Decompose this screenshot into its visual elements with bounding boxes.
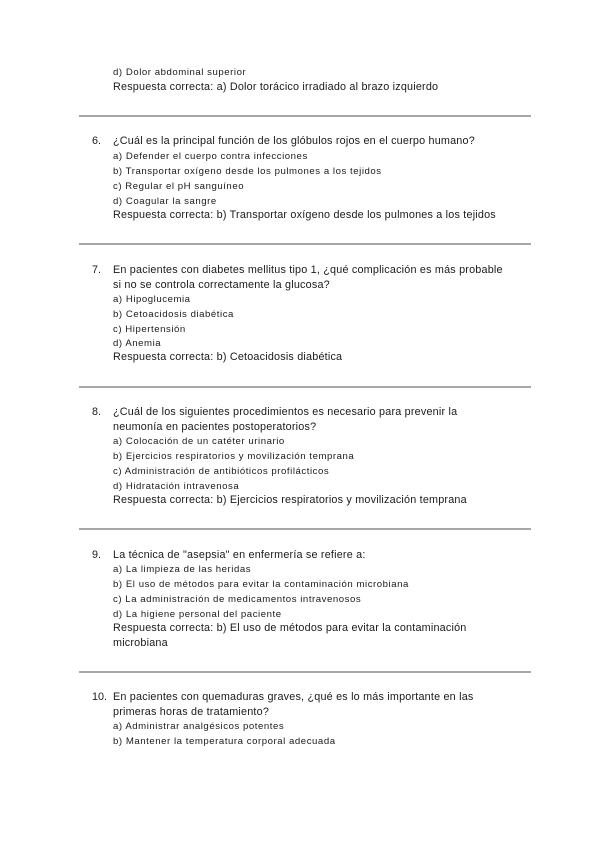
question-text: ¿Cuál es la principal función de los glóbulos rojos en el cuerpo humano?	[113, 135, 475, 147]
option-d: d) La higiene personal del paciente	[113, 609, 282, 620]
option-d: d) Hidratación intravenosa	[113, 481, 240, 492]
option-b: b) El uso de métodos para evitar la contaminación microbiana	[113, 579, 409, 590]
option-b: b) Ejercicios respiratorios y movilización temprana	[113, 451, 355, 462]
option-c: c) La administración de medicamentos intravenosos	[113, 594, 362, 605]
divider	[79, 386, 531, 388]
option-a: a) Hipoglucemia	[113, 294, 191, 305]
divider	[79, 115, 531, 117]
question-text-continued: si no se controla correctamente la glucosa?	[113, 279, 330, 291]
option-c: c) Regular el pH sanguíneo	[113, 181, 245, 192]
option-d: d) Dolor abdominal superior	[113, 67, 247, 78]
question-text-continued: neumonía en pacientes postoperatorios?	[113, 421, 317, 433]
correct-answer: Respuesta correcta: b) El uso de métodos para evitar la contaminación	[113, 622, 467, 634]
divider	[79, 528, 531, 530]
question-number: 8.	[92, 406, 102, 418]
question-text-continued: primeras horas de tratamiento?	[113, 706, 270, 718]
correct-answer: Respuesta correcta: b) Transportar oxígeno desde los pulmones a los tejidos	[113, 209, 496, 221]
option-d: d) Coagular la sangre	[113, 196, 217, 207]
option-b: b) Cetoacidosis diabética	[113, 309, 234, 320]
option-b: b) Mantener la temperatura corporal adecuada	[113, 736, 336, 747]
question-text: En pacientes con diabetes mellitus tipo 1, ¿qué complicación es más probable	[113, 264, 503, 276]
correct-answer: Respuesta correcta: a) Dolor torácico irradiado al brazo izquierdo	[113, 81, 439, 93]
option-c: c) Hipertensión	[113, 324, 186, 335]
correct-answer-continued: microbiana	[113, 637, 168, 649]
option-a: a) Administrar analgésicos potentes	[113, 721, 285, 732]
question-text: En pacientes con quemaduras graves, ¿qué es lo más importante en las	[113, 691, 474, 703]
option-a: a) La limpieza de las heridas	[113, 564, 252, 575]
option-c: c) Administración de antibióticos profilácticos	[113, 466, 330, 477]
option-d: d) Anemia	[113, 338, 162, 349]
option-b: b) Transportar oxígeno desde los pulmones a los tejidos	[113, 166, 382, 177]
question-number: 10.	[92, 691, 108, 703]
correct-answer: Respuesta correcta: b) Cetoacidosis diabética	[113, 351, 343, 363]
question-text: La técnica de "asepsia" en enfermería se refiere a:	[113, 549, 366, 561]
divider	[79, 243, 531, 245]
question-number: 9.	[92, 549, 102, 561]
question-number: 7.	[92, 264, 102, 276]
question-text: ¿Cuál de los siguientes procedimientos es necesario para prevenir la	[113, 406, 458, 418]
option-a: a) Colocación de un catéter urinario	[113, 436, 285, 447]
correct-answer: Respuesta correcta: b) Ejercicios respiratorios y movilización temprana	[113, 494, 467, 506]
divider	[79, 671, 531, 673]
question-number: 6.	[92, 135, 102, 147]
option-a: a) Defender el cuerpo contra infecciones	[113, 151, 308, 162]
